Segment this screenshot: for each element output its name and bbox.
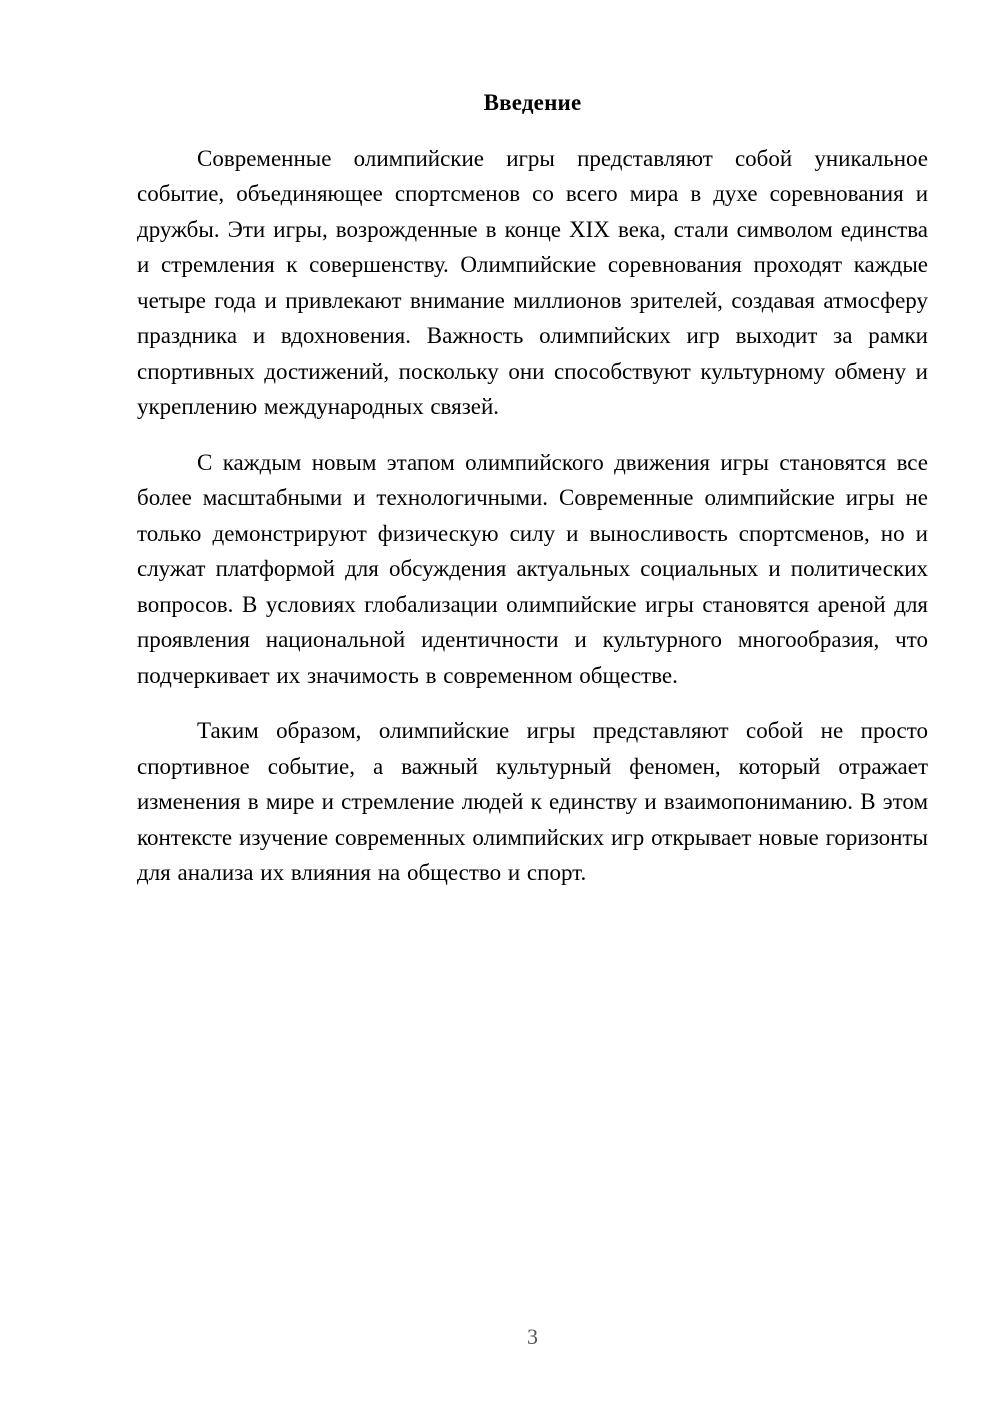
- page-number: 3: [527, 1324, 538, 1349]
- paragraph-intro-1: Современные олимпийские игры представляют собой уникальное событие, объединяющее спортсменов со всего мира в духе соревнования и дружбы. Эти игры, возрожденные в конце XIX века, стали символом единства и стремления к совершенству. Олимпийские соревнования проходят каждые четыре года и привлекают внимание миллионов зрителей, создавая атмосферу праздника и вдохновения. Важность олимпийских игр выходит за рамки спортивных достижений, поскольку они способствуют культурному обмену и укреплению международных связей.: [137, 145, 928, 419]
- section-heading: Введение: [483, 90, 582, 115]
- paragraph-intro-3: Таким образом, олимпийские игры представляют собой не просто спортивное событие, а важный культурный феномен, который отражает изменения в мире и стремление людей к единству и взаимопониманию. В этом контексте изучение современных олимпийских игр открывает новые горизонты для анализа их влияния на общество и спорт.: [137, 718, 928, 885]
- paragraph-intro-2: С каждым новым этапом олимпийского движения игры становятся все более масштабными и технологичными. Современные олимпийские игры не только демонстрируют физическую силу и выносливость спортсменов, но и служат платформой для обсуждения актуальных социальных и политических вопросов. В условиях глобализации олимпийские игры становятся ареной для проявления национальной идентичности и культурного многообразия, что подчеркивает их значимость в современном обществе.: [137, 449, 928, 688]
- document-body: [137, 85, 928, 911]
